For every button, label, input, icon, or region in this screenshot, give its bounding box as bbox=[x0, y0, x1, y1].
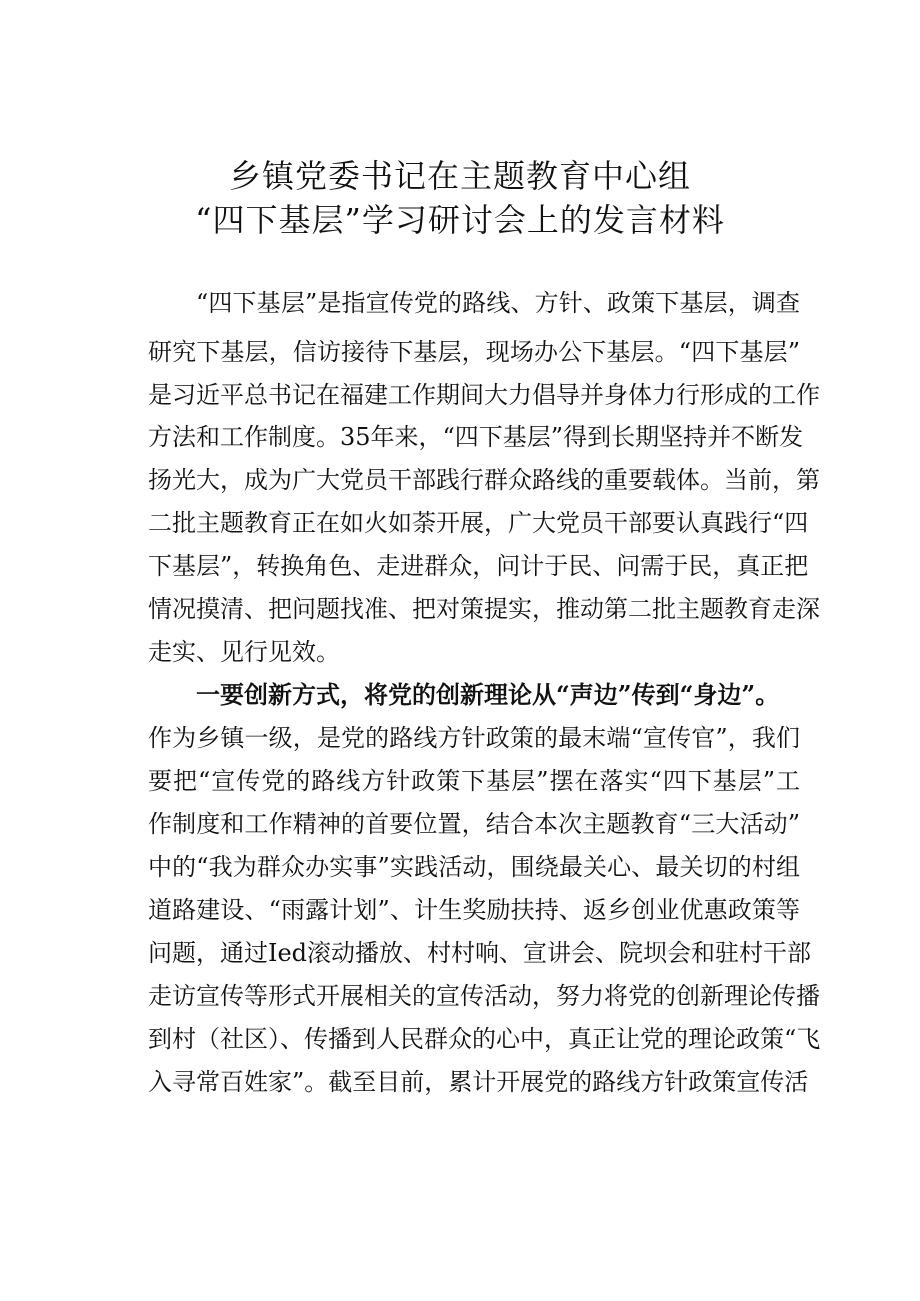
document-title-line-1: 乡镇党委书记在主题教育中心组 bbox=[228, 157, 691, 195]
paragraph-2-line: 到村（社区）、传播到人民群众的心中，真正让党的理论政策“飞 bbox=[148, 1025, 821, 1053]
paragraph-2-line: 入寻常百姓家”。截至目前，累计开展党的路线方针政策宣传活 bbox=[148, 1068, 809, 1096]
paragraph-1-line: 扬光大，成为广大党员干部践行群众路线的重要载体。当前，第 bbox=[148, 466, 820, 494]
paragraph-2-line: 作为乡镇一级，是党的路线方针政策的最末端“宣传官”，我们 bbox=[148, 724, 800, 752]
paragraph-1-line: 情况摸清、把问题找准、把对策提实，推动第二批主题教育走深 bbox=[148, 595, 820, 623]
paragraph-1-line: 研究下基层，信访接待下基层，现场办公下基层。“四下基层” bbox=[148, 338, 800, 366]
paragraph-2-line: 要把“宣传党的路线方针政策下基层”摆在落实“四下基层”工 bbox=[148, 767, 800, 795]
paragraph-1-line: 下基层”，转换角色、走进群众，问计于民、问需于民，真正把 bbox=[148, 552, 809, 580]
paragraph-2-line: 问题，通过Ied滚动播放、村村响、宣讲会、院坝会和驻村干部 bbox=[148, 939, 812, 967]
document-title-line-2: “四下基层”学习研讨会上的发言材料 bbox=[195, 201, 725, 239]
paragraph-1-line: “四下基层”是指宣传党的路线、方针、政策下基层，调查 bbox=[196, 289, 800, 317]
paragraph-2-line: 道路建设、“雨露计划”、计生奖励扶持、返乡创业优惠政策等 bbox=[148, 896, 800, 924]
paragraph-1-line: 走实、见行见效。 bbox=[148, 638, 340, 666]
paragraph-2-line: 作制度和工作精神的首要位置，结合本次主题教育“三大活动” bbox=[148, 810, 800, 838]
paragraph-2-line: 中的“我为群众办实事”实践活动，围绕最关心、最关切的村组 bbox=[148, 853, 800, 881]
paragraph-1-line: 是习近平总书记在福建工作期间大力倡导并身体力行形成的工作 bbox=[148, 381, 820, 409]
paragraph-1-line: 二批主题教育正在如火如荼开展，广大党员干部要认真践行“四 bbox=[148, 509, 809, 537]
paragraph-1-line: 方法和工作制度。35年来，“四下基层”得到长期坚持并不断发 bbox=[148, 423, 804, 451]
paragraph-2-line: 走访宣传等形式开展相关的宣传活动，努力将党的创新理论传播 bbox=[148, 982, 820, 1010]
section-heading-1: 一要创新方式，将党的创新理论从“声边”传到“身边”。 bbox=[196, 680, 780, 709]
